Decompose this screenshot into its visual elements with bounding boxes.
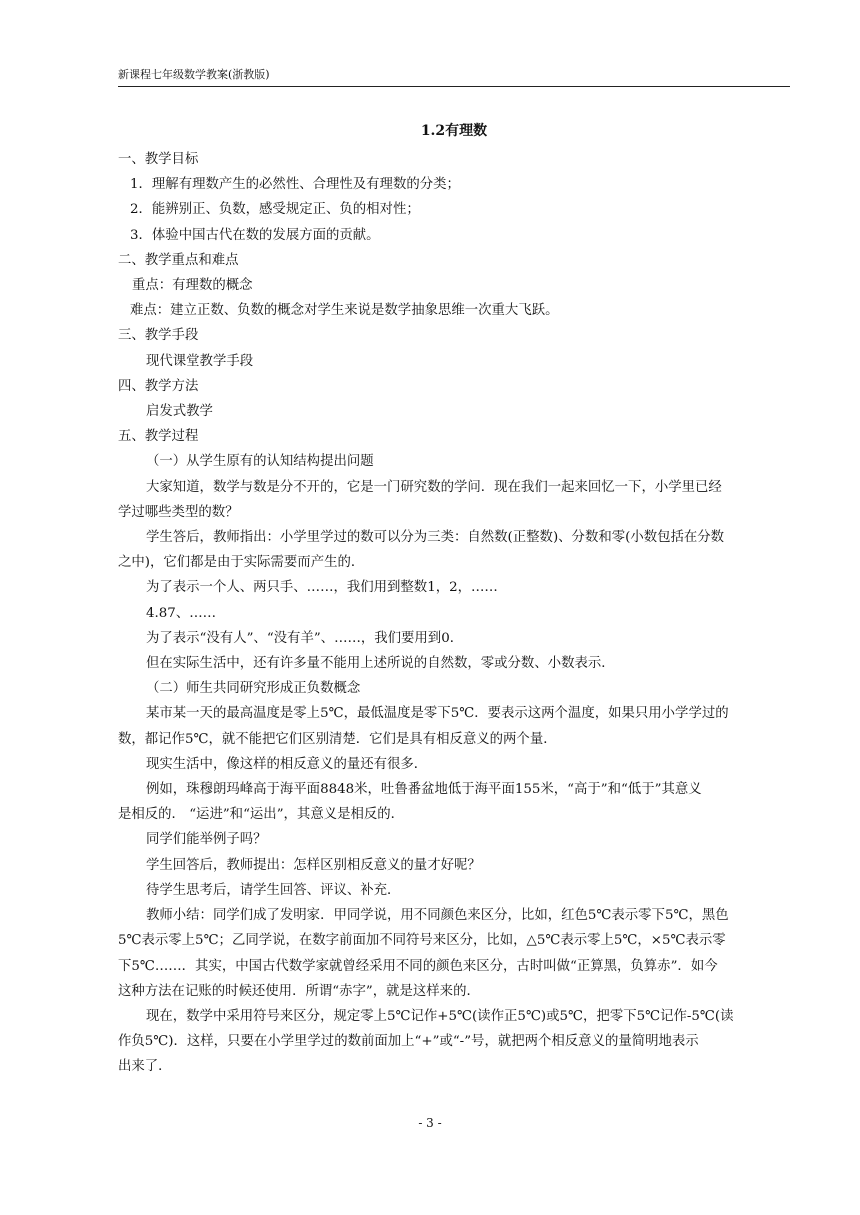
text-line: 二、教学重点和难点 (118, 252, 239, 268)
text-line: 现实生活中，像这样的相反意义的量还有很多． (146, 756, 428, 772)
text-line: 大家知道，数学与数是分不开的，它是一门研究数的学问．现在我们一起来回忆一下，小学里已经 (146, 479, 722, 495)
text-line: 学过哪些类型的数？ (118, 504, 239, 520)
text-line: 待学生思考后，请学生回答、评议、补充． (146, 882, 401, 898)
text-line: 4.87、…… (146, 605, 216, 621)
text-line: 四、教学方法 (118, 378, 199, 394)
text-line: 一、教学目标 (118, 152, 199, 167)
text-line: 难点：建立正数、负数的概念对学生来说是数学抽象思维一次重大飞跃。 (130, 303, 559, 319)
text-line: 现在，数学中采用符号来区分，规定零上5℃记作+5℃(读作正5℃)或5℃，把零下5℃记作-5℃(读 (146, 1008, 734, 1024)
text-line: 三、教学手段 (118, 328, 199, 344)
text-line: 1．理解有理数产生的必然性、合理性及有理数的分类； (130, 177, 460, 193)
text-line: 是相反的． “运进”和“运出”，其意义是相反的． (118, 807, 405, 823)
text-line: 这种方法在记账的时候还使用．所谓“赤字”，就是这样来的． (118, 983, 480, 999)
text-line: 五、教学过程 (118, 429, 199, 445)
page-title: 1.2有理数 (420, 123, 488, 139)
text-line: 重点：有理数的概念 (132, 278, 253, 294)
text-line: 学生答后，教师指出：小学里学过的数可以分为三类：自然数(正整数)、分数和零(小数包括在分数 (146, 530, 725, 546)
page-header: 新课程七年级数学教案(浙教版) (118, 68, 270, 81)
text-line: 学生回答后，教师提出：怎样区别相反意义的量才好呢？ (146, 857, 481, 873)
text-line: 之中)，它们都是由于实际需要而产生的． (118, 555, 365, 571)
text-line: 同学们能举例子吗？ (146, 832, 267, 848)
text-line: 但在实际生活中，还有许多量不能用上述所说的自然数，零或分数、小数表示． (146, 656, 615, 672)
page-number: - 3 - (418, 1116, 442, 1130)
text-line: （一）从学生原有的认知结构提出问题 (146, 454, 374, 470)
text-line: 现代课堂教学手段 (146, 353, 254, 369)
text-line: （二）师生共同研究形成正负数概念 (146, 681, 361, 697)
text-line: 启发式教学 (146, 404, 213, 420)
text-line: 2．能辨别正、负数，感受规定正、负的相对性； (130, 202, 420, 218)
text-line: 教师小结：同学们成了发明家．甲同学说，用不同颜色来区分，比如，红色5℃表示零下5℃，黑色 (146, 908, 729, 924)
text-line: 作负5℃)．这样，只要在小学里学过的数前面加上“+”或“-”号，就把两个相反意义的量简明地表示 (118, 1034, 699, 1050)
text-line: 数，都记作5℃，就不能把它们区别清楚．它们是具有相反意义的两个量． (118, 731, 557, 747)
text-line: 某市某一天的最高温度是零上5℃，最低温度是零下5℃．要表示这两个温度，如果只用小学学过的 (146, 706, 729, 722)
text-line: 下5℃……．其实，中国古代数学家就曾经采用不同的颜色来区分，古时叫做“正算黑，负算赤”．如今 (118, 958, 718, 974)
text-line: 为了表示一个人、两只手、……，我们用到整数1，2，…… (146, 580, 498, 596)
document-body (118, 147, 790, 1080)
text-line: 5℃表示零上5℃；乙同学说，在数字前面加不同符号来区分，比如，△5℃表示零上5℃，×5℃表示零 (118, 933, 726, 949)
text-line: 为了表示“没有人”、“没有羊”、……，我们要用到0． (146, 630, 464, 646)
text-line: 例如，珠穆朗玛峰高于海平面8848米，吐鲁番盆地低于海平面155米，“高于”和“低于”其意义 (146, 782, 702, 798)
text-line: 出来了． (118, 1059, 172, 1075)
header-divider (118, 86, 790, 87)
text-line: 3．体验中国古代在数的发展方面的贡献。 (130, 227, 380, 243)
